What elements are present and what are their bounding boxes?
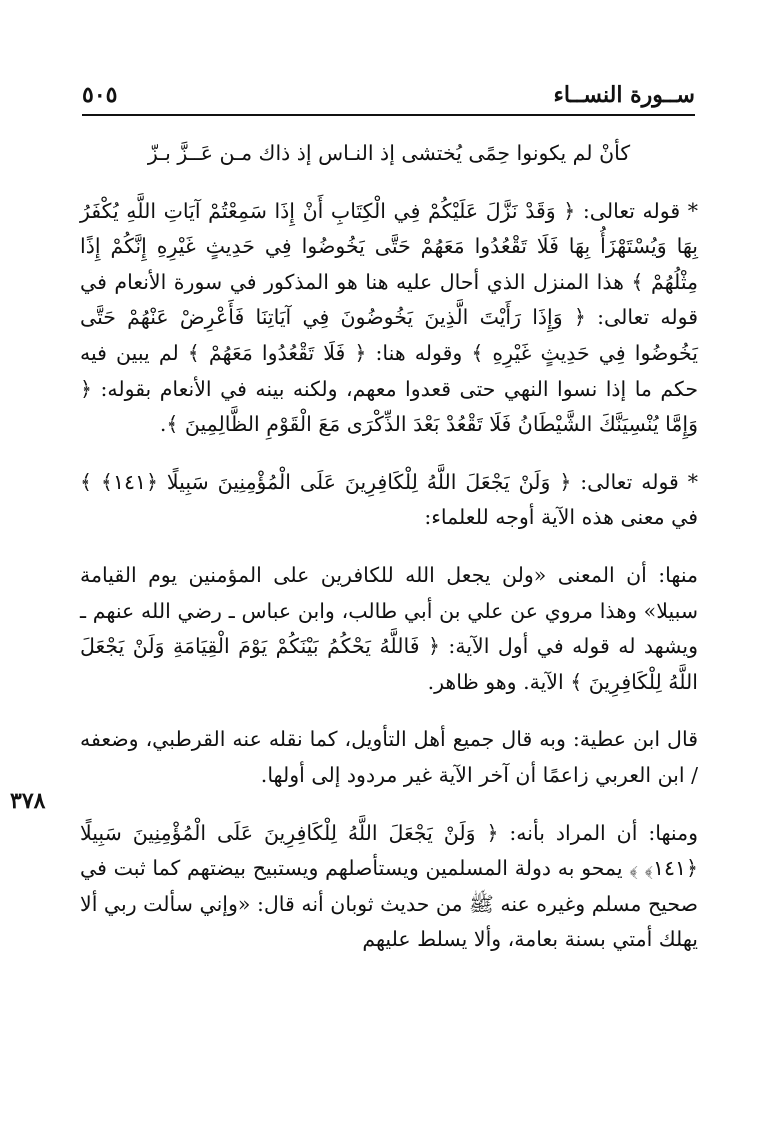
paragraph-ibn-atiyya: قال ابن عطية: وبه قال جميع أهل التأويل، كما نقله عنه القرطبي، وضعفه / ابن العربي زاعمًا أن آخر الآية غير مردود إلى أولها. (80, 727, 698, 787)
page-header (82, 70, 695, 116)
paragraph-verse-1: * قوله تعالى: ﴿ وَقَدْ نَزَّلَ عَلَيْكُمْ فِي الْكِتَابِ أَنْ إِذَا سَمِعْتُمْ آيَاتِ اللَّهِ يُكْفَرُ بِهَا وَيُسْتَهْزَأُ بِهَا فَلَا تَقْعُدُوا مَعَهُمْ حَتَّى يَخُوضُوا فِي حَدِيثٍ غَيْرِهِ إِنَّكُمْ إِذًا مِثْلُهُمْ ﴾ هذا المنزل الذي أحال عليه هنا هو المذكور في سورة الأنعام في قوله تعالى: ﴿ وَإِذَا رَأَيْتَ الَّذِينَ يَخُوضُونَ فِي آيَاتِنَا فَأَعْرِضْ عَنْهُمْ حَتَّى يَخُوضُوا فِي حَدِيثٍ غَيْرِهِ ﴾ وقوله هنا: ﴿ فَلَا تَقْعُدُوا مَعَهُمْ ﴾ لم يبين فيه حكم ما إذا نسوا النهي حتى قعدوا معهم، ولكنه بينه في الأنعام بقوله: ﴿ وَإِمَّا يُنْسِيَنَّكَ الشَّيْطَانُ فَلَا تَقْعُدْ بَعْدَ الذِّكْرَى مَعَ الْقَوْمِ الظَّالِمِينَ ﴾. (80, 198, 698, 437)
page-number: ٥٠٥ (82, 82, 118, 108)
margin-reference-number: ٣٧٨ (10, 788, 46, 814)
chapter-title: ســورة النســاء (553, 82, 695, 108)
paragraph-second-opinion: ومنها: أن المراد بأنه: ﴿ وَلَنْ يَجْعَلَ اللَّهُ لِلْكَافِرِينَ عَلَى الْمُؤْمِنِينَ سَبِيلًا ﴿١٤١﴾ ﴾ يمحو به دولة المسلمين ويستأصلهم ويستبيح بيضتهم كما ثبت في صحيح مسلم وغيره عنه ﷺ من حديث ثوبان أنه قال: «وإني سألت ربي ألا يهلك أمتي بسنة بعامة، وألا يسلط عليهم (80, 820, 698, 952)
paragraph-first-opinion: منها: أن المعنى «ولن يجعل الله للكافرين على المؤمنين يوم القيامة سبيلا» وهذا مروي عن علي بن أبي طالب، وابن عباس ـ رضي الله عنهم ـ ويشهد له قوله في أول الآية: ﴿ فَاللَّهُ يَحْكُمُ بَيْنَكُمْ يَوْمَ الْقِيَامَةِ وَلَنْ يَجْعَلَ اللَّهُ لِلْكَافِرِينَ ﴾ الآية. وهو ظاهر. (80, 562, 698, 694)
paragraph-verse-2: * قوله تعالى: ﴿ وَلَنْ يَجْعَلَ اللَّهُ لِلْكَافِرِينَ عَلَى الْمُؤْمِنِينَ سَبِيلًا ﴿١٤١﴾ ﴾ في معنى هذه الآية أوجه للعلماء: (80, 469, 698, 530)
page-body (80, 136, 698, 958)
poetry-verse: كأنْ لم يكونوا حِمًى يُختشى إذ النـاس إذ ذاك مـن عَــزَّ بـزّ (147, 141, 631, 165)
